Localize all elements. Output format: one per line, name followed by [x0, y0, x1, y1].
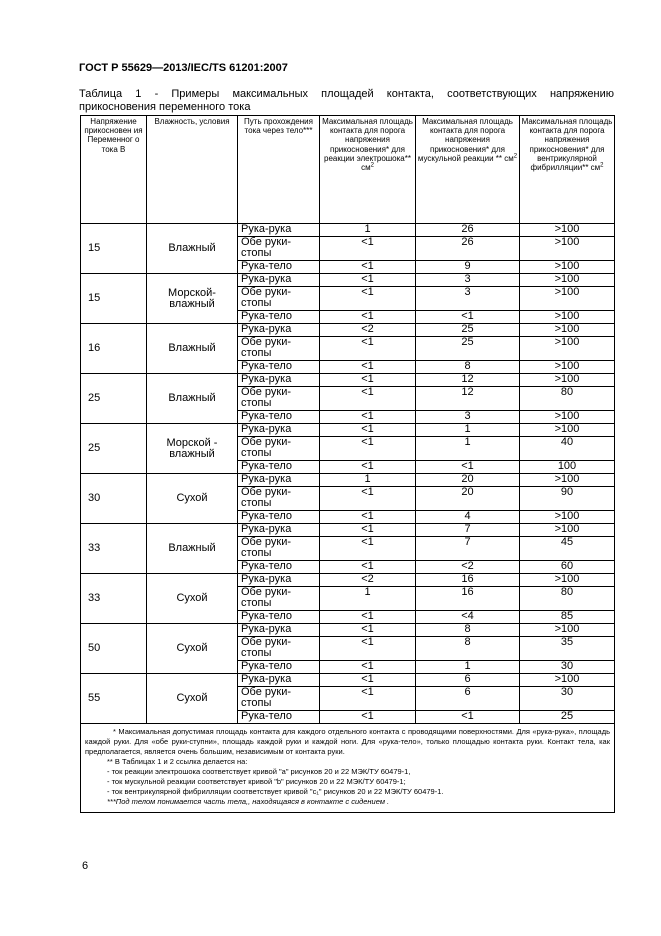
fibrillation-area-cell: >100 [520, 511, 615, 524]
voltage-cell: 55 [81, 674, 147, 724]
path-cell: Обе руки-стопы [238, 337, 320, 361]
condition-cell: Влажный [147, 374, 238, 424]
shock-area-cell: <2 [320, 574, 416, 587]
muscle-area-cell: 3 [416, 411, 520, 424]
muscle-area-cell: 6 [416, 674, 520, 687]
shock-area-cell: <1 [320, 624, 416, 637]
voltage-cell: 25 [81, 424, 147, 474]
col-header-voltage: Напряжение прикосновен ия Переменног о тока В [81, 116, 147, 224]
muscle-area-cell: 8 [416, 361, 520, 374]
path-cell: Рука-рука [238, 674, 320, 687]
muscle-area-cell: 3 [416, 287, 520, 311]
path-cell: Рука-рука [238, 424, 320, 437]
shock-area-cell: <1 [320, 374, 416, 387]
path-cell: Рука-рука [238, 624, 320, 637]
muscle-area-cell: 9 [416, 261, 520, 274]
muscle-area-cell: <4 [416, 611, 520, 624]
fibrillation-area-cell: 45 [520, 537, 615, 561]
muscle-area-cell: <1 [416, 311, 520, 324]
muscle-area-cell: 20 [416, 474, 520, 487]
voltage-cell: 33 [81, 524, 147, 574]
table-row [81, 374, 615, 387]
shock-area-cell: <1 [320, 337, 416, 361]
shock-area-cell: <1 [320, 411, 416, 424]
shock-area-cell: <1 [320, 511, 416, 524]
shock-area-cell: <1 [320, 424, 416, 437]
document-header: ГОСТ Р 55629—2013/IEC/TS 61201:2007 [79, 62, 288, 74]
path-cell: Обе руки-стопы [238, 287, 320, 311]
shock-area-cell: <2 [320, 324, 416, 337]
shock-area-cell: 1 [320, 224, 416, 237]
voltage-cell: 16 [81, 324, 147, 374]
col-header-muscle: Максимальная площадь контакта для порога напряжения прикосновения* для мускульной реакции ** $см^2$ [416, 116, 520, 224]
table-row [81, 224, 615, 237]
fibrillation-area-cell: >100 [520, 374, 615, 387]
fibrillation-area-cell: 90 [520, 487, 615, 511]
muscle-area-cell: 12 [416, 374, 520, 387]
path-cell: Рука-тело [238, 361, 320, 374]
shock-area-cell: <1 [320, 524, 416, 537]
muscle-area-cell: 7 [416, 524, 520, 537]
path-cell: Обе руки-стопы [238, 487, 320, 511]
table-header-row [81, 116, 615, 224]
shock-area-cell: <1 [320, 487, 416, 511]
path-cell: Обе руки-стопы [238, 387, 320, 411]
muscle-area-cell: 8 [416, 624, 520, 637]
fibrillation-area-cell: 30 [520, 661, 615, 674]
voltage-cell: 50 [81, 624, 147, 674]
path-cell: Рука-тело [238, 661, 320, 674]
muscle-area-cell: 26 [416, 237, 520, 261]
col-header-condition: Влажность, условия [147, 116, 238, 224]
path-cell: Рука-тело [238, 511, 320, 524]
note-5: - ток вентрикулярной фибрилляции соответствует кривой "c₁" рисунков 20 и 22 МЭК/ТУ 60479-1. [107, 787, 444, 796]
muscle-area-cell: <1 [416, 711, 520, 724]
col-header-path: Путь прохождения тока через тело*** [238, 116, 320, 224]
path-cell: Обе руки-стопы [238, 637, 320, 661]
muscle-area-cell: 12 [416, 387, 520, 411]
note-2: ** В Таблицах 1 и 2 ссылка делается на: [107, 757, 248, 766]
condition-cell: Сухой [147, 624, 238, 674]
shock-area-cell: <1 [320, 561, 416, 574]
path-cell: Рука-рука [238, 274, 320, 287]
muscle-area-cell: 16 [416, 587, 520, 611]
fibrillation-area-cell: 30 [520, 687, 615, 711]
condition-cell: Морской-влажный [147, 274, 238, 324]
shock-area-cell: <1 [320, 237, 416, 261]
col-header-shock: Максимальная площадь контакта для порога напряжения прикосновения* для реакции электрошока** $см^2$ [320, 116, 416, 224]
note-6: ***Под телом понимается часть тела,, находящаяся в контакте с сидением . [107, 797, 390, 806]
muscle-area-cell: 3 [416, 274, 520, 287]
note-1: * Максимальная допустимая площадь контакта для каждого отдельного контакта с проводящими поверхностями. Для «рука-рука», площадь каждой руки. Для «обе руки-ступни», площадь каждой руки и каждой ноги. Для «рука-тело», только площадью контакта руки. Контакт тела, как предполагается, является очень большим, независимым от контакта руки. [85, 727, 610, 756]
shock-area-cell: <1 [320, 537, 416, 561]
contact-area-table [80, 115, 615, 813]
voltage-cell: 15 [81, 274, 147, 324]
col-header-fibrillation: Максимальная площадь контакта для порога напряжения прикосновения* для вентрикулярной фибрилляции** $см^2$ [520, 116, 615, 224]
condition-cell: Сухой [147, 574, 238, 624]
table-row [81, 524, 615, 537]
shock-area-cell: <1 [320, 311, 416, 324]
table-caption-line-2: прикосновения переменного тока [79, 101, 251, 113]
fibrillation-area-cell: >100 [520, 574, 615, 587]
shock-area-cell: <1 [320, 674, 416, 687]
condition-cell: Влажный [147, 524, 238, 574]
fibrillation-area-cell: >100 [520, 261, 615, 274]
muscle-area-cell: 20 [416, 487, 520, 511]
voltage-cell: 25 [81, 374, 147, 424]
fibrillation-area-cell: 35 [520, 637, 615, 661]
muscle-area-cell: 4 [416, 511, 520, 524]
shock-area-cell: <1 [320, 287, 416, 311]
shock-area-cell: <1 [320, 437, 416, 461]
fibrillation-area-cell: >100 [520, 337, 615, 361]
fibrillation-area-cell: >100 [520, 224, 615, 237]
muscle-area-cell: 25 [416, 324, 520, 337]
path-cell: Обе руки-стопы [238, 587, 320, 611]
fibrillation-area-cell: >100 [520, 424, 615, 437]
path-cell: Рука-рука [238, 474, 320, 487]
path-cell: Рука-тело [238, 411, 320, 424]
fibrillation-area-cell: >100 [520, 324, 615, 337]
muscle-area-cell: <1 [416, 461, 520, 474]
path-cell: Рука-тело [238, 561, 320, 574]
table-row [81, 574, 615, 587]
path-cell: Рука-тело [238, 711, 320, 724]
fibrillation-area-cell: >100 [520, 474, 615, 487]
fibrillation-area-cell: >100 [520, 361, 615, 374]
fibrillation-area-cell: >100 [520, 311, 615, 324]
condition-cell: Влажный [147, 324, 238, 374]
path-cell: Рука-рука [238, 324, 320, 337]
fibrillation-area-cell: >100 [520, 274, 615, 287]
condition-cell: Сухой [147, 674, 238, 724]
shock-area-cell: <1 [320, 711, 416, 724]
fibrillation-area-cell: >100 [520, 524, 615, 537]
note-4: - ток мускульной реакции соответствует кривой "b" рисунков 20 и 22 МЭК/ТУ 60479-1; [107, 777, 406, 786]
voltage-cell: 30 [81, 474, 147, 524]
fibrillation-area-cell: 100 [520, 461, 615, 474]
shock-area-cell: <1 [320, 687, 416, 711]
path-cell: Рука-тело [238, 611, 320, 624]
fibrillation-area-cell: >100 [520, 287, 615, 311]
muscle-area-cell: 1 [416, 661, 520, 674]
muscle-area-cell: 7 [416, 537, 520, 561]
path-cell: Рука-тело [238, 311, 320, 324]
fibrillation-area-cell: 60 [520, 561, 615, 574]
muscle-area-cell: 1 [416, 424, 520, 437]
muscle-area-cell: <2 [416, 561, 520, 574]
shock-area-cell: <1 [320, 274, 416, 287]
fibrillation-area-cell: 80 [520, 587, 615, 611]
shock-area-cell: <1 [320, 361, 416, 374]
muscle-area-cell: 26 [416, 224, 520, 237]
voltage-cell: 33 [81, 574, 147, 624]
fibrillation-area-cell: 85 [520, 611, 615, 624]
path-cell: Рука-рука [238, 224, 320, 237]
shock-area-cell: <1 [320, 611, 416, 624]
fibrillation-area-cell: >100 [520, 624, 615, 637]
shock-area-cell: 1 [320, 587, 416, 611]
path-cell: Рука-рука [238, 374, 320, 387]
table-row [81, 424, 615, 437]
path-cell: Рука-рука [238, 524, 320, 537]
path-cell: Обе руки-стопы [238, 437, 320, 461]
condition-cell: Сухой [147, 474, 238, 524]
table-caption-line-1: Таблица 1 - Примеры максимальных площадей контакта, соответствующих напряжению [79, 88, 614, 100]
table-row [81, 624, 615, 637]
condition-cell: Влажный [147, 224, 238, 274]
path-cell: Рука-тело [238, 461, 320, 474]
table-caption [79, 88, 614, 114]
shock-area-cell: <1 [320, 387, 416, 411]
muscle-area-cell: 6 [416, 687, 520, 711]
muscle-area-cell: 1 [416, 437, 520, 461]
muscle-area-cell: 16 [416, 574, 520, 587]
condition-cell: Морской - влажный [147, 424, 238, 474]
muscle-area-cell: 25 [416, 337, 520, 361]
muscle-area-cell: 8 [416, 637, 520, 661]
table-notes [81, 724, 615, 813]
fibrillation-area-cell: 80 [520, 387, 615, 411]
fibrillation-area-cell: >100 [520, 674, 615, 687]
shock-area-cell: <1 [320, 661, 416, 674]
page-number: 6 [82, 860, 89, 872]
path-cell: Рука-рука [238, 574, 320, 587]
fibrillation-area-cell: 25 [520, 711, 615, 724]
shock-area-cell: 1 [320, 474, 416, 487]
table-row [81, 324, 615, 337]
fibrillation-area-cell: >100 [520, 411, 615, 424]
table-row [81, 274, 615, 287]
path-cell: Обе руки-стопы [238, 687, 320, 711]
path-cell: Рука-тело [238, 261, 320, 274]
table-row [81, 674, 615, 687]
note-3: - ток реакции электрошока соответствует кривой "a" рисунков 20 и 22 МЭК/ТУ 60479-1, [107, 767, 411, 776]
shock-area-cell: <1 [320, 637, 416, 661]
shock-area-cell: <1 [320, 461, 416, 474]
fibrillation-area-cell: >100 [520, 237, 615, 261]
table-row [81, 474, 615, 487]
fibrillation-area-cell: 40 [520, 437, 615, 461]
path-cell: Обе руки-стопы [238, 537, 320, 561]
shock-area-cell: <1 [320, 261, 416, 274]
path-cell: Обе руки-стопы [238, 237, 320, 261]
voltage-cell: 15 [81, 224, 147, 274]
